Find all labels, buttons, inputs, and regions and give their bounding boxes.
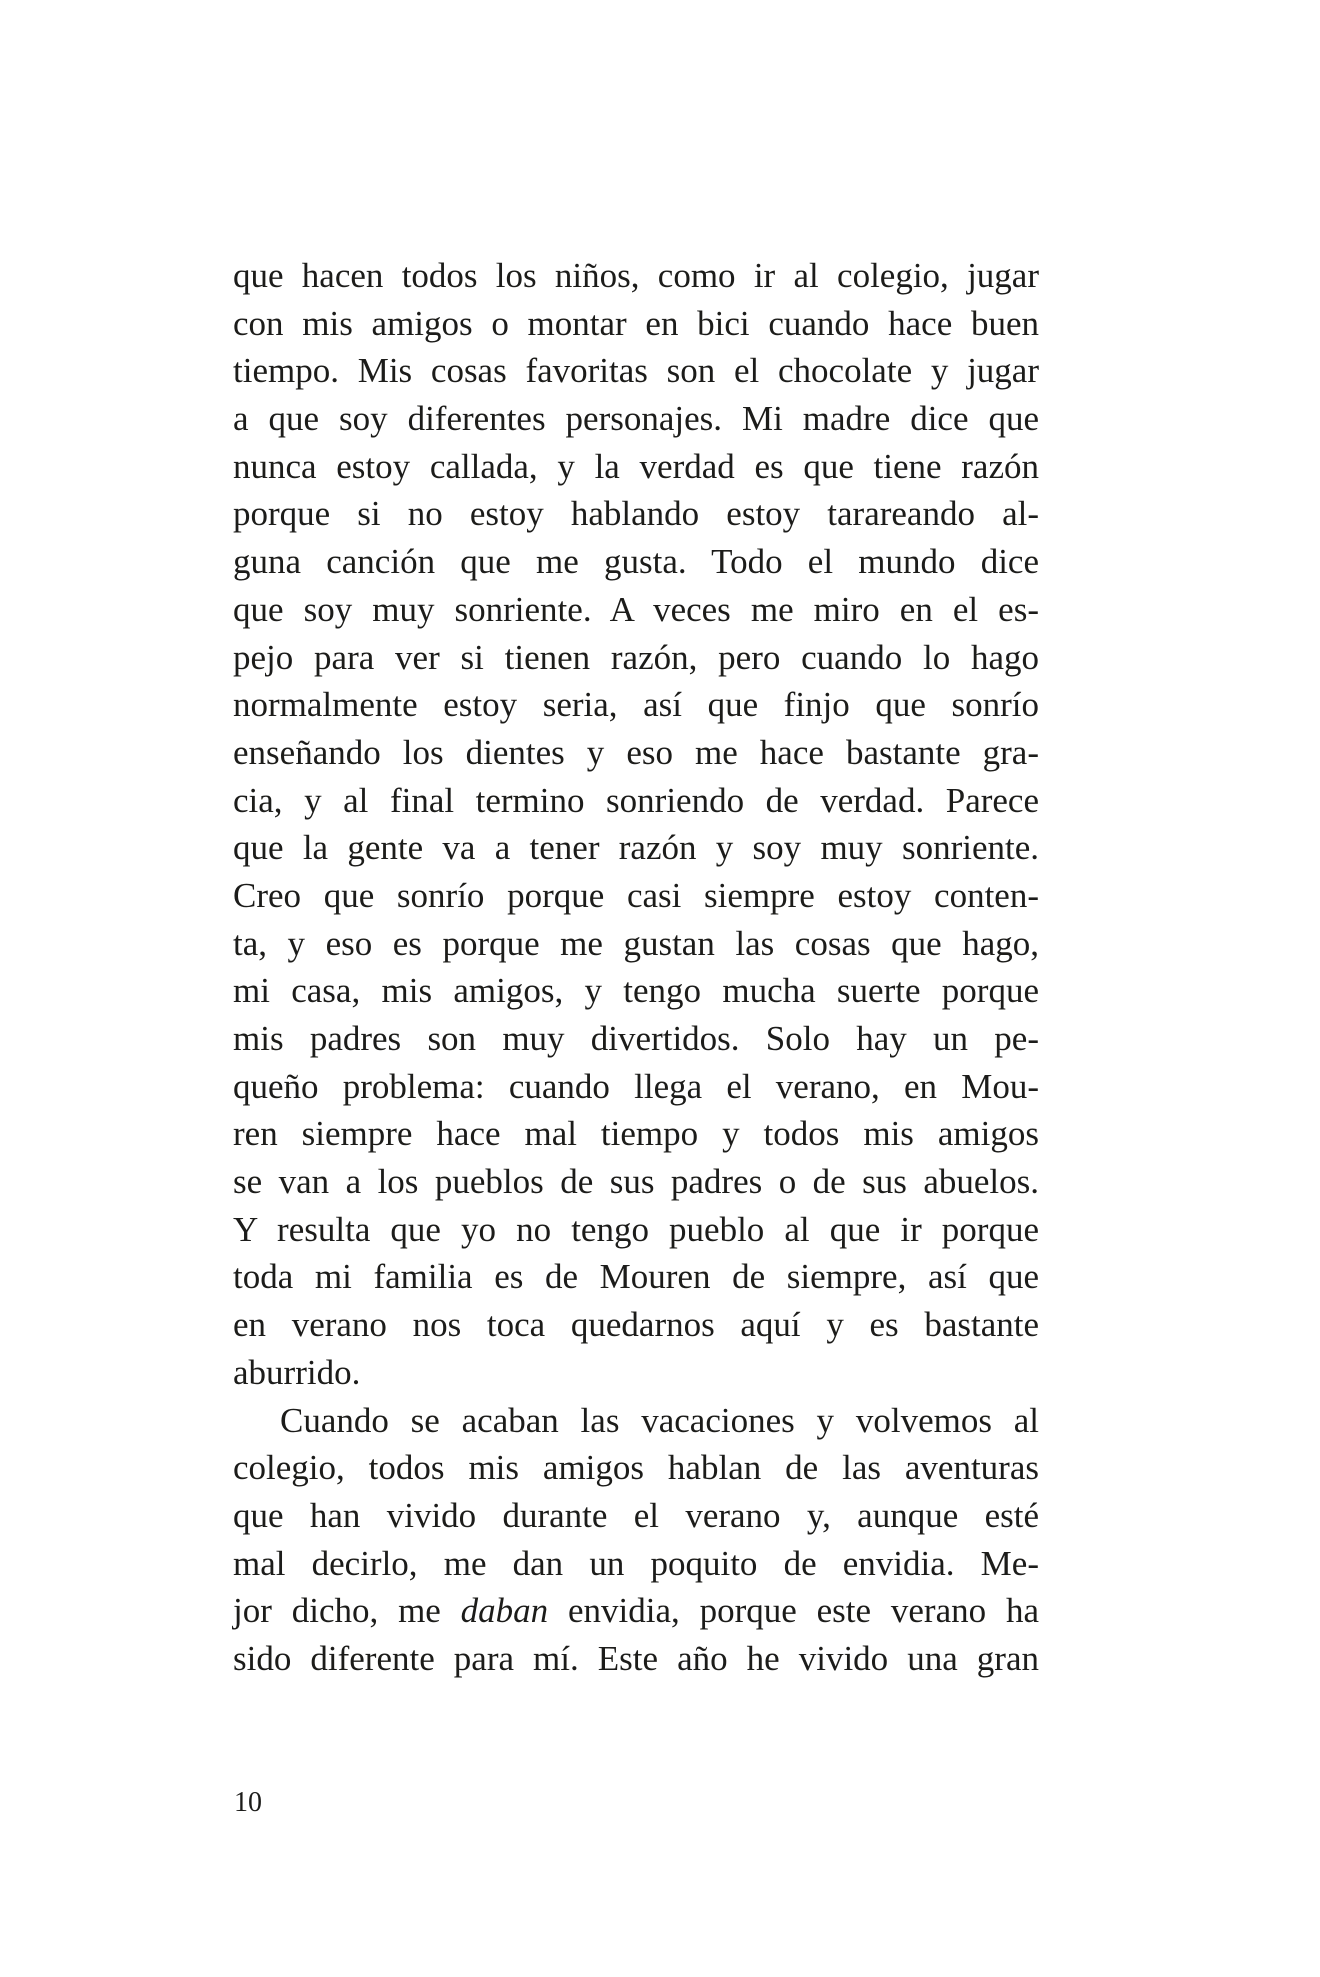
page-number: 10 <box>234 1787 262 1818</box>
text-line: se van a los pueblos de sus padres o de sus abuelos. <box>233 1162 1039 1202</box>
body-text <box>233 252 1039 1683</box>
text-line: enseñando los dientes y eso me hace bastante gra- <box>233 732 1039 772</box>
text-line: en verano nos toca quedarnos aquí y es bastante <box>233 1305 1039 1345</box>
text-line: mal decirlo, me dan un poquito de envidia. Me- <box>233 1543 1039 1583</box>
text-line-paragraph-end: aburrido. <box>233 1352 361 1392</box>
text-line-paragraph-start: Cuando se acaban las vacaciones y volvemos al <box>280 1400 1039 1440</box>
text-line: sido diferente para mí. Este año he vivido una gran <box>233 1638 1039 1678</box>
text-line: mi casa, mis amigos, y tengo mucha suerte porque <box>233 971 1039 1011</box>
text-line: pejo para ver si tienen razón, pero cuando lo hago <box>233 637 1039 677</box>
text-line: nunca estoy callada, y la verdad es que tiene razón <box>233 446 1039 486</box>
text-line: guna canción que me gusta. Todo el mundo dice <box>233 542 1039 582</box>
text-line: que han vivido durante el verano y, aunque esté <box>233 1495 1039 1535</box>
text-line: colegio, todos mis amigos hablan de las aventuras <box>233 1448 1039 1488</box>
text-line: normalmente estoy seria, así que finjo que sonrío <box>233 685 1039 725</box>
text-line: que soy muy sonriente. A veces me miro en el es- <box>233 589 1039 629</box>
text-line: mis padres son muy divertidos. Solo hay un pe- <box>233 1019 1039 1058</box>
text-line: que hacen todos los niños, como ir al colegio, jugar <box>233 256 1039 295</box>
text-line: tiempo. Mis cosas favoritas son el chocolate y jugar <box>233 351 1039 391</box>
text-line: ren siempre hace mal tiempo y todos mis amigos <box>233 1114 1039 1154</box>
text-segment: envidia, porque este verano ha <box>568 1591 1039 1631</box>
text-line-with-italic <box>233 1587 1039 1635</box>
text-line: con mis amigos o montar en bici cuando hace buen <box>233 303 1039 343</box>
text-line: queño problema: cuando llega el verano, en Mou- <box>233 1066 1039 1106</box>
text-line: Y resulta que yo no tengo pueblo al que ir porque <box>233 1209 1039 1249</box>
text-line: que la gente va a tener razón y soy muy sonriente. <box>233 828 1039 868</box>
text-segment: jor dicho, me <box>233 1591 441 1631</box>
text-line: cia, y al final termino sonriendo de verdad. Parece <box>233 780 1039 820</box>
text-line: porque si no estoy hablando estoy tarareando al- <box>233 494 1039 534</box>
text-line: Creo que sonrío porque casi siempre estoy conten- <box>233 875 1039 915</box>
text-line: a que soy diferentes personajes. Mi madre dice que <box>233 399 1039 439</box>
text-line: toda mi familia es de Mouren de siempre, así que <box>233 1257 1039 1297</box>
text-line: ta, y eso es porque me gustan las cosas que hago, <box>233 923 1039 963</box>
italic-word: daban <box>460 1591 549 1631</box>
